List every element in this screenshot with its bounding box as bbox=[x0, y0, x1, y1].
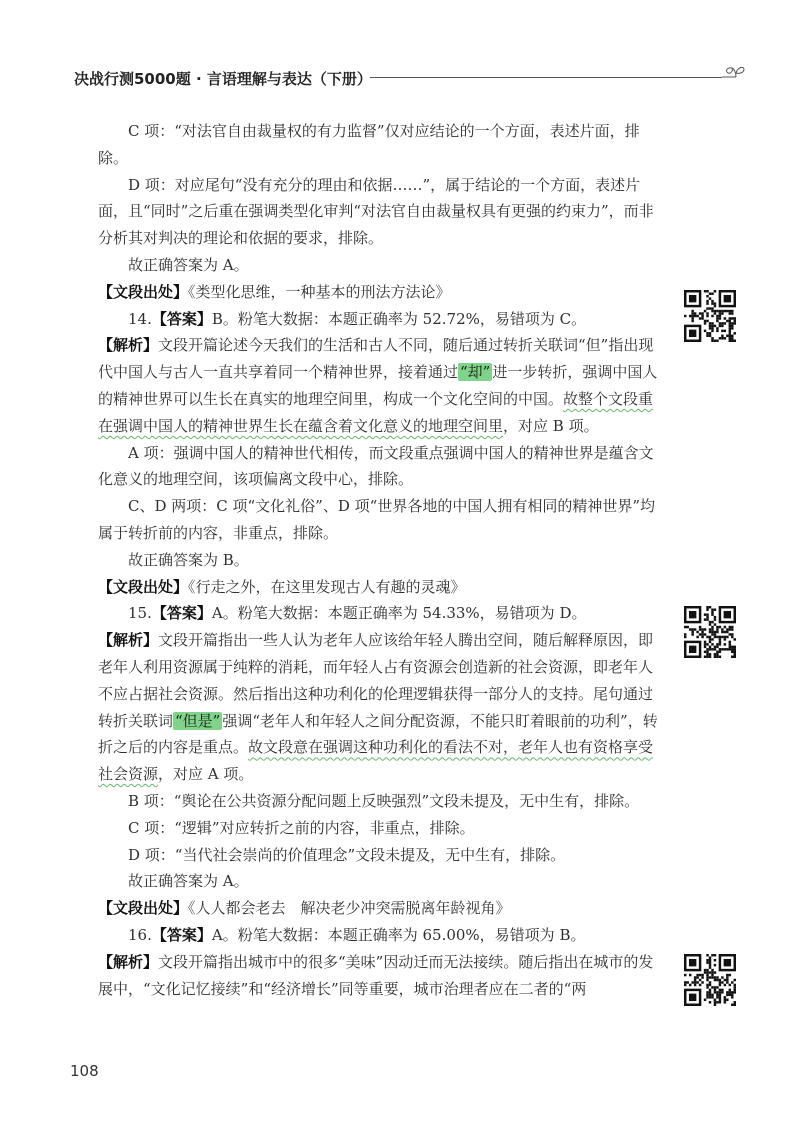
source-title: 《行走之外，在这里发现古人有趣的灵魂》 bbox=[188, 577, 466, 596]
q13-source bbox=[98, 279, 658, 306]
main-content bbox=[98, 118, 658, 1002]
key-conclusion: 故文段意在强调这种功利化的看法不对，老年人也有资格享受社会资源 bbox=[98, 738, 654, 784]
q15-answer bbox=[98, 600, 658, 627]
q14-analysis bbox=[98, 332, 658, 439]
answer-label: 【答案】 bbox=[151, 925, 212, 944]
q15-option-d: D 项：“当代社会崇尚的价值理念”文段未提及，无中生有，排除。 bbox=[128, 845, 566, 864]
question-number: 15. bbox=[128, 604, 152, 623]
source-label: 【文段出处】 bbox=[98, 282, 189, 301]
answer-text: A。粉笔大数据：本题正确率为 54.33%，易错项为 D。 bbox=[211, 604, 587, 623]
question-number: 14. bbox=[128, 309, 152, 328]
analysis-text: 文段开篇论述今天我们的生活和古人不同，随后通过转折关联词“但”指出现代中国人与古人一直共享着同一个精神世界，接着通过 bbox=[98, 336, 654, 382]
analysis-text: 进一步转折，强调中国人的精神世界可以生长在真实的地理空间里，构成一个文化空间的中国。 bbox=[98, 363, 658, 408]
qr-code-icon[interactable] bbox=[684, 954, 736, 1006]
analysis-text: ，对应 B 项。 bbox=[503, 416, 599, 435]
question-number: 16. bbox=[128, 925, 152, 944]
analysis-text: 强调“老年人和年轻人之间分配资源，不能只盯着眼前的功利”，转折之后的内容是重点。 bbox=[98, 711, 658, 757]
q13-final-answer: 故正确答案为 A。 bbox=[128, 255, 249, 274]
highlight-keyword: “却” bbox=[460, 363, 491, 382]
analysis-label: 【解析】 bbox=[98, 952, 159, 971]
key-conclusion: 故整个文段重在强调中国人的精神世界生长在蕴含着文化意义的地理空间里 bbox=[98, 389, 654, 435]
q15-option-c: C 项：“逻辑”对应转折之前的内容，非重点，排除。 bbox=[128, 818, 475, 837]
analysis-text: 文段开篇指出城市中的很多“美味”因动迁而无法接续。随后指出在城市的发展中，“文化记忆接续”和“经济增长”同等重要，城市治理者应在二者的“两 bbox=[98, 952, 654, 998]
header-rule bbox=[370, 77, 722, 78]
analysis-text: ，对应 A 项。 bbox=[158, 765, 254, 784]
q16-answer bbox=[98, 922, 658, 949]
analysis-text: 文段开篇指出一些人认为老年人应该给年轻人腾出空间，随后解释原因，即老年人利用资源属于纯粹的消耗，而年轻人占有资源会创造新的社会资源，即老年人不应占据社会资源。然后指出这种功利化的伦理逻辑获得一部分人的支持。尾句通过转折关联词 bbox=[98, 631, 654, 730]
answer-label: 【答案】 bbox=[151, 604, 212, 623]
q14-answer bbox=[98, 306, 658, 333]
source-title: 《类型化思维，一种基本的刑法方法论》 bbox=[188, 282, 451, 301]
q15-source bbox=[98, 895, 658, 922]
answer-label: 【答案】 bbox=[151, 309, 212, 328]
book-title: 决战行测5000题 · 言语理解与表达（下册） bbox=[74, 70, 372, 88]
q14-source bbox=[98, 574, 658, 601]
q15-final-answer: 故正确答案为 A。 bbox=[128, 872, 249, 891]
q13-option-c: C 项：“对法官自由裁量权的有力监督”仅对应结论的一个方面，表述片面，排除。 bbox=[98, 122, 640, 167]
answer-text: B。粉笔大数据：本题正确率为 52.72%，易错项为 C。 bbox=[211, 309, 587, 328]
qr-code-icon[interactable] bbox=[684, 290, 736, 342]
answer-text: A。粉笔大数据：本题正确率为 65.00%，易错项为 B。 bbox=[211, 925, 586, 944]
source-title: 《人人都会老去 解决老少冲突需脱离年龄视角》 bbox=[188, 899, 511, 918]
page-number: 108 bbox=[70, 1062, 99, 1080]
q15-option-b: B 项：“舆论在公共资源分配问题上反映强烈”文段未提及，无中生有，排除。 bbox=[128, 791, 640, 810]
q14-option-cd: C、D 两项：C 项“文化礼俗”、D 项“世界各地的中国人拥有相同的精神世界”均属于转折前的内容，非重点，排除。 bbox=[98, 497, 655, 542]
q16-analysis bbox=[98, 949, 658, 1003]
analysis-label: 【解析】 bbox=[98, 631, 159, 650]
q14-option-a: A 项：强调中国人的精神世代相传，而文段重点强调中国人的精神世界是蕴含文化意义的地理空间，该项偏离文段中心，排除。 bbox=[98, 443, 654, 489]
q13-option-d: D 项：对应尾句“没有充分的理由和依据……”，属于结论的一个方面，表述片面，且“同时”之后重在强调类型化审判“对法官自由裁量权具有更强的约束力”，而非分析其对判决的理论和依据的要求，排除。 bbox=[98, 175, 654, 248]
q14-final-answer: 故正确答案为 B。 bbox=[128, 550, 249, 569]
q15-analysis bbox=[98, 627, 658, 788]
analysis-label: 【解析】 bbox=[98, 336, 159, 355]
highlight-keyword: “但是” bbox=[175, 711, 221, 730]
source-label: 【文段出处】 bbox=[98, 577, 189, 596]
sprout-icon bbox=[718, 60, 746, 88]
page-header bbox=[60, 60, 746, 92]
qr-code-icon[interactable] bbox=[684, 606, 736, 658]
source-label: 【文段出处】 bbox=[98, 899, 189, 918]
